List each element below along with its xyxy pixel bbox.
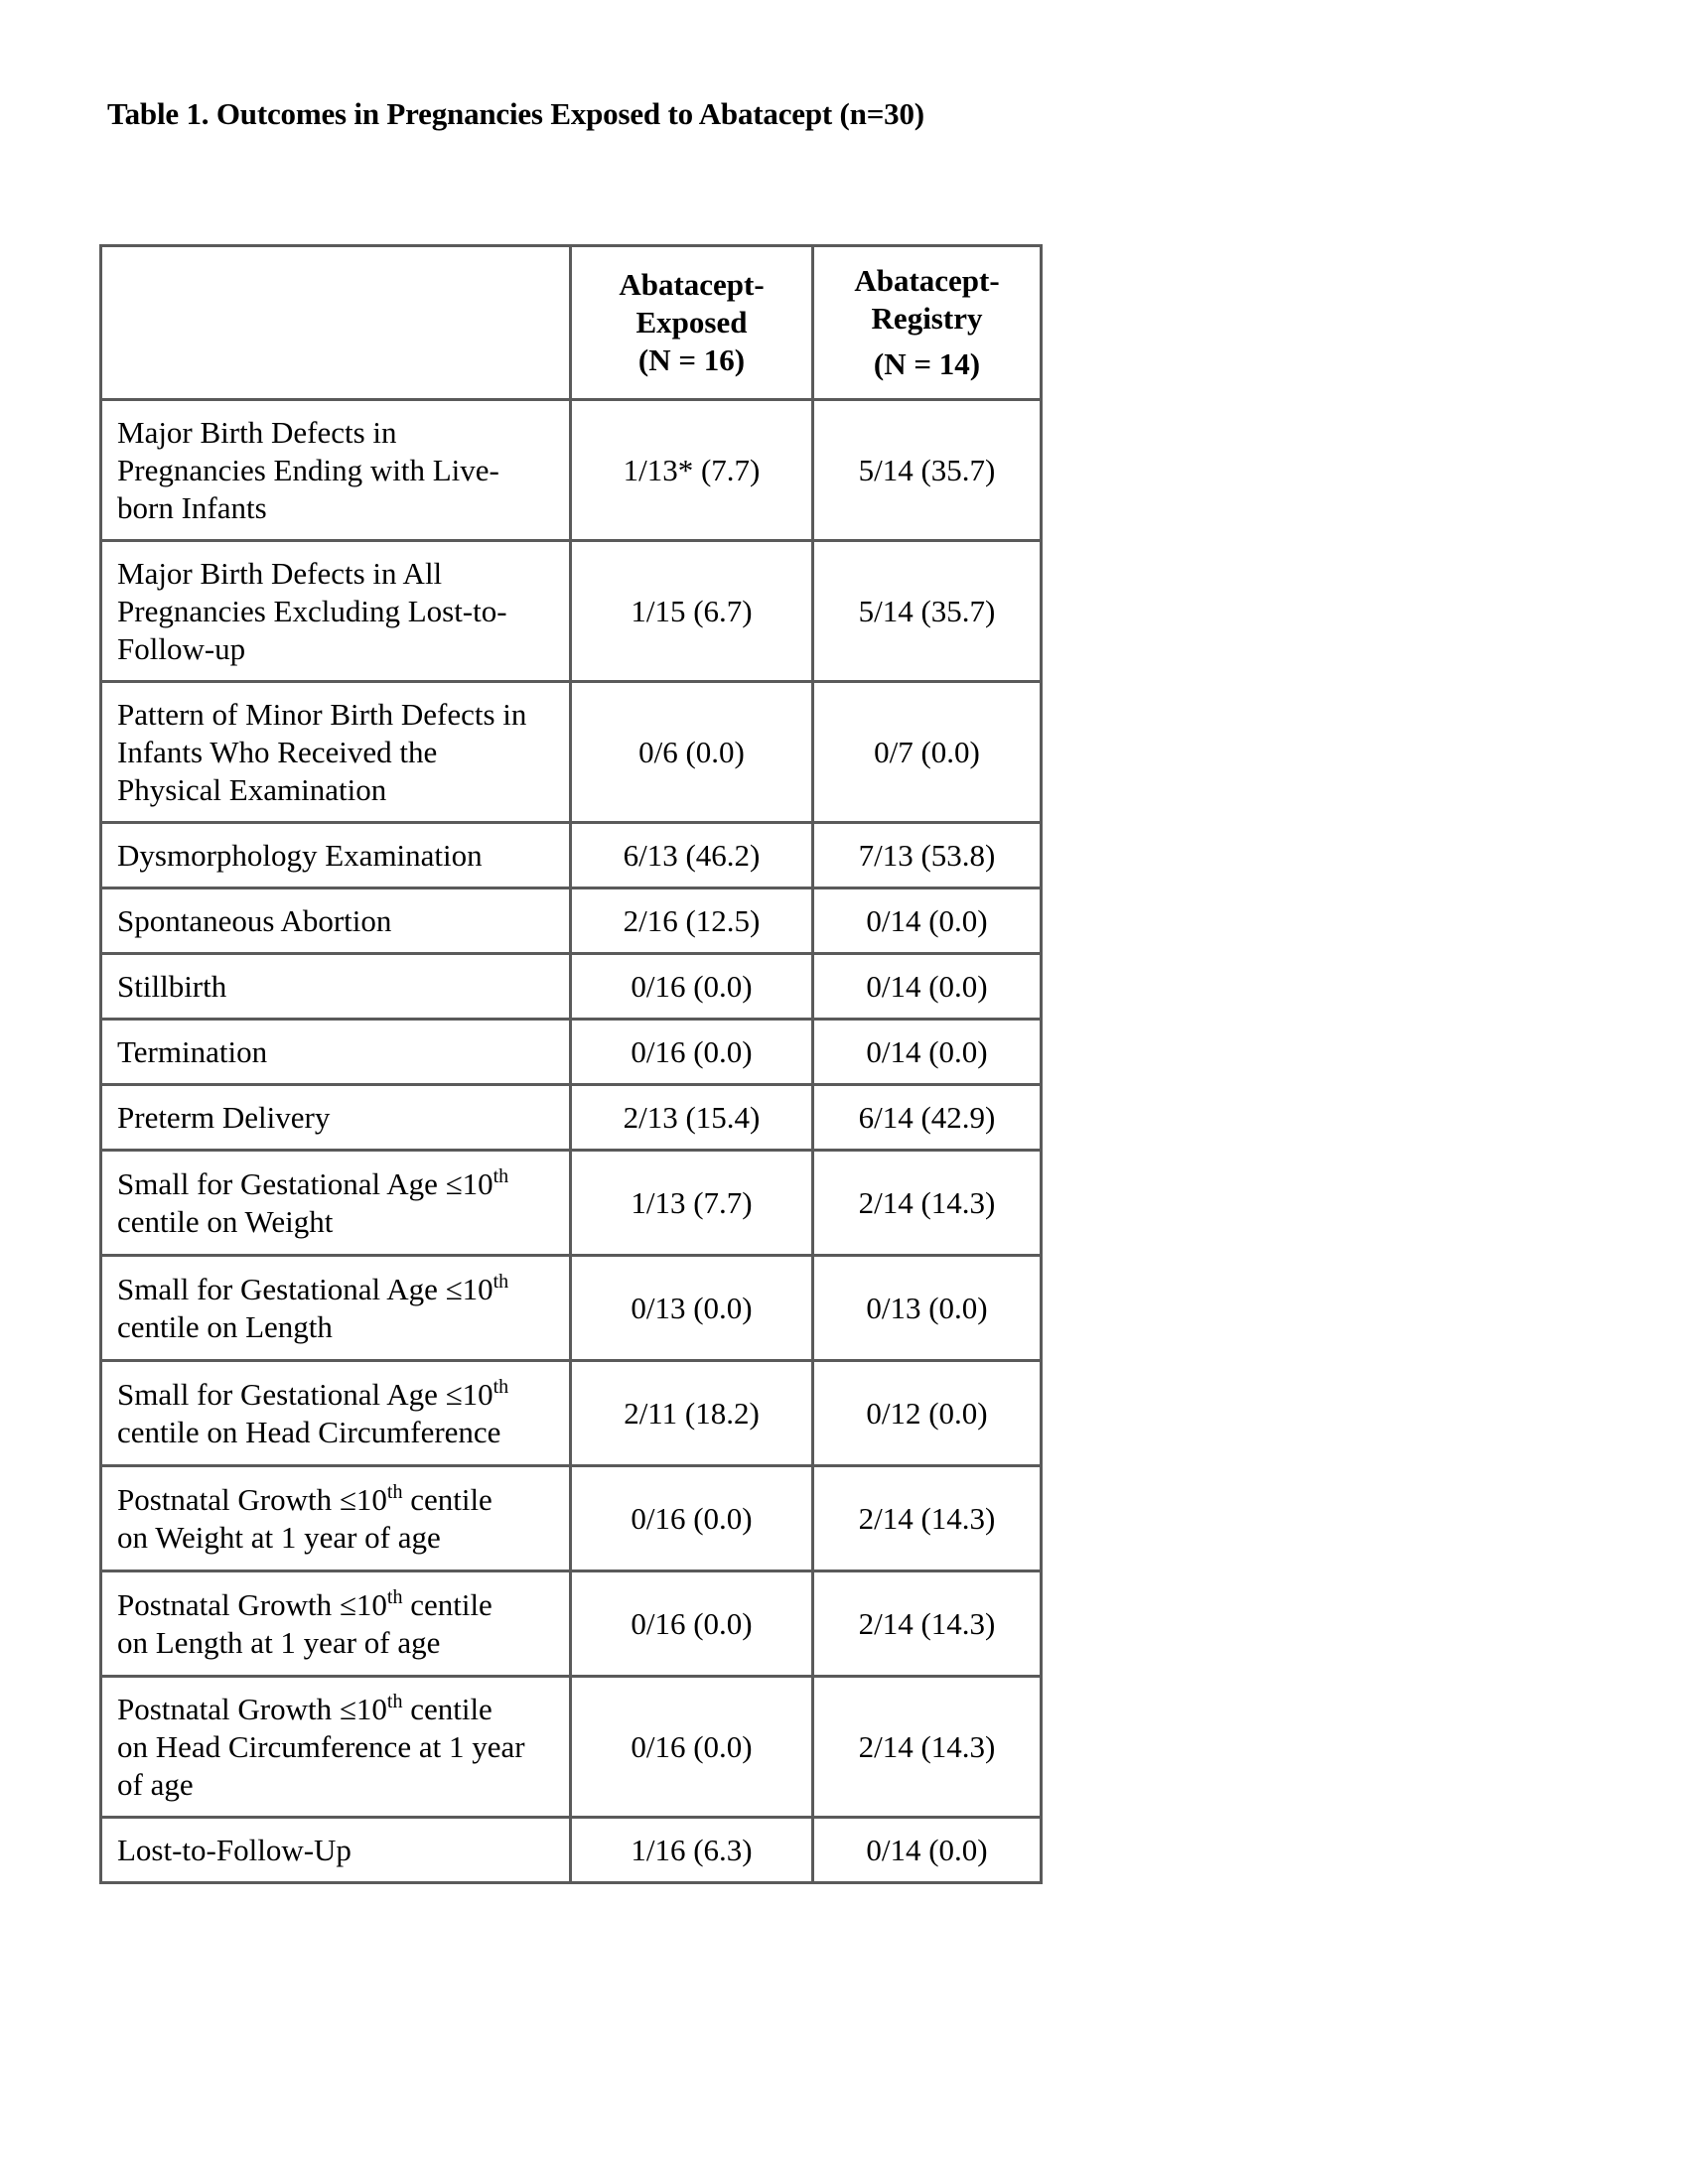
row-label: Preterm Delivery <box>101 1085 571 1151</box>
row-label <box>101 1571 571 1677</box>
row-label <box>101 541 571 682</box>
row-label-line: Infants Who Received the <box>117 734 438 769</box>
row-label-line: of age <box>117 1766 194 1802</box>
exposed-value: 1/13* (7.7) <box>571 400 813 541</box>
header-registry <box>813 246 1042 400</box>
superscript: th <box>492 1375 509 1398</box>
exposed-value: 0/16 (0.0) <box>571 1020 813 1085</box>
row-label: Dysmorphology Examination <box>101 823 571 888</box>
row-label <box>101 1677 571 1818</box>
exposed-value: 1/15 (6.7) <box>571 541 813 682</box>
registry-value: 0/14 (0.0) <box>813 1818 1042 1883</box>
row-label-line: Pattern of Minor Birth Defects in <box>117 696 527 732</box>
row-label-text: Small for Gestational Age ≤10 <box>117 1165 493 1201</box>
row-label-line <box>117 1165 561 1203</box>
table-row <box>101 823 1042 888</box>
header-registry-line-2: Registry <box>871 301 983 336</box>
registry-value: 7/13 (53.8) <box>813 823 1042 888</box>
registry-value: 2/14 (14.3) <box>813 1466 1042 1571</box>
row-label-line: Major Birth Defects in <box>117 414 397 450</box>
header-label-cell <box>101 246 571 400</box>
exposed-value: 1/16 (6.3) <box>571 1818 813 1883</box>
row-label-line: on Length at 1 year of age <box>117 1624 441 1660</box>
exposed-value: 0/16 (0.0) <box>571 1466 813 1571</box>
table-row <box>101 1466 1042 1571</box>
row-label-text: Postnatal Growth ≤10 <box>117 1481 387 1517</box>
row-label-line <box>117 1481 561 1519</box>
row-label-text: centile <box>402 1586 492 1622</box>
header-row <box>101 246 1042 400</box>
row-label <box>101 1151 571 1256</box>
exposed-value: 0/16 (0.0) <box>571 954 813 1020</box>
row-label-text: centile <box>402 1691 492 1726</box>
header-exposed-line-2: Exposed <box>635 305 748 340</box>
row-label-text: Postnatal Growth ≤10 <box>117 1691 387 1726</box>
registry-value: 2/14 (14.3) <box>813 1677 1042 1818</box>
registry-value: 5/14 (35.7) <box>813 400 1042 541</box>
table-row <box>101 1571 1042 1677</box>
registry-value: 0/14 (0.0) <box>813 1020 1042 1085</box>
row-label <box>101 1466 571 1571</box>
row-label-line: Major Birth Defects in All <box>117 555 443 591</box>
exposed-value: 0/13 (0.0) <box>571 1256 813 1361</box>
registry-value: 0/14 (0.0) <box>813 954 1042 1020</box>
exposed-value: 0/16 (0.0) <box>571 1571 813 1677</box>
row-label-line: born Infants <box>117 489 267 525</box>
exposed-value: 6/13 (46.2) <box>571 823 813 888</box>
row-label: Stillbirth <box>101 954 571 1020</box>
superscript: th <box>386 1480 403 1503</box>
row-label-line: on Weight at 1 year of age <box>117 1519 441 1555</box>
row-label <box>101 1361 571 1466</box>
row-label-text: Small for Gestational Age ≤10 <box>117 1376 493 1412</box>
row-label-line: centile on Length <box>117 1308 333 1344</box>
row-label-text: Small for Gestational Age ≤10 <box>117 1271 493 1306</box>
header-exposed-line-3: (N = 16) <box>637 342 746 377</box>
header-exposed <box>571 246 813 400</box>
superscript: th <box>386 1690 403 1712</box>
table-row <box>101 400 1042 541</box>
superscript: th <box>386 1585 403 1608</box>
row-label <box>101 1256 571 1361</box>
table-row <box>101 1361 1042 1466</box>
superscript: th <box>492 1270 509 1293</box>
registry-value: 0/13 (0.0) <box>813 1256 1042 1361</box>
exposed-value: 2/16 (12.5) <box>571 888 813 954</box>
row-label-line: on Head Circumference at 1 year <box>117 1728 525 1764</box>
header-registry-line-3: (N = 14) <box>873 346 981 381</box>
registry-value: 2/14 (14.3) <box>813 1151 1042 1256</box>
exposed-value: 0/6 (0.0) <box>571 682 813 823</box>
row-label-text: centile <box>402 1481 492 1517</box>
exposed-value: 1/13 (7.7) <box>571 1151 813 1256</box>
registry-value: 0/7 (0.0) <box>813 682 1042 823</box>
row-label: Termination <box>101 1020 571 1085</box>
row-label-line: Follow-up <box>117 630 246 666</box>
row-label: Lost-to-Follow-Up <box>101 1818 571 1883</box>
table-row <box>101 1151 1042 1256</box>
table-row <box>101 1818 1042 1883</box>
header-registry-line-1: Abatacept- <box>854 263 1000 298</box>
table-row <box>101 541 1042 682</box>
row-label <box>101 682 571 823</box>
table-row <box>101 1256 1042 1361</box>
row-label-line: Physical Examination <box>117 771 387 807</box>
exposed-value: 2/11 (18.2) <box>571 1361 813 1466</box>
superscript: th <box>492 1164 509 1187</box>
row-label-text: Postnatal Growth ≤10 <box>117 1586 387 1622</box>
row-label-line: Pregnancies Excluding Lost-to- <box>117 593 507 628</box>
table-title: Table 1. Outcomes in Pregnancies Exposed to Abatacept (n=30) <box>107 96 924 131</box>
table-row <box>101 682 1042 823</box>
outcomes-table <box>99 244 1043 1884</box>
table-row <box>101 1020 1042 1085</box>
table-row <box>101 1677 1042 1818</box>
table-row <box>101 888 1042 954</box>
row-label-line: Pregnancies Ending with Live- <box>117 452 499 487</box>
registry-value: 6/14 (42.9) <box>813 1085 1042 1151</box>
registry-value: 0/12 (0.0) <box>813 1361 1042 1466</box>
exposed-value: 2/13 (15.4) <box>571 1085 813 1151</box>
header-exposed-line-1: Abatacept- <box>619 267 765 302</box>
row-label-line: centile on Head Circumference <box>117 1414 501 1449</box>
registry-value: 2/14 (14.3) <box>813 1571 1042 1677</box>
row-label-line: centile on Weight <box>117 1203 334 1239</box>
row-label: Spontaneous Abortion <box>101 888 571 954</box>
registry-value: 5/14 (35.7) <box>813 541 1042 682</box>
exposed-value: 0/16 (0.0) <box>571 1677 813 1818</box>
table-row <box>101 1085 1042 1151</box>
row-label-line <box>117 1271 561 1308</box>
row-label-line <box>117 1376 561 1414</box>
row-label-line <box>117 1691 561 1728</box>
registry-value: 0/14 (0.0) <box>813 888 1042 954</box>
row-label <box>101 400 571 541</box>
row-label-line <box>117 1586 561 1624</box>
table-row <box>101 954 1042 1020</box>
